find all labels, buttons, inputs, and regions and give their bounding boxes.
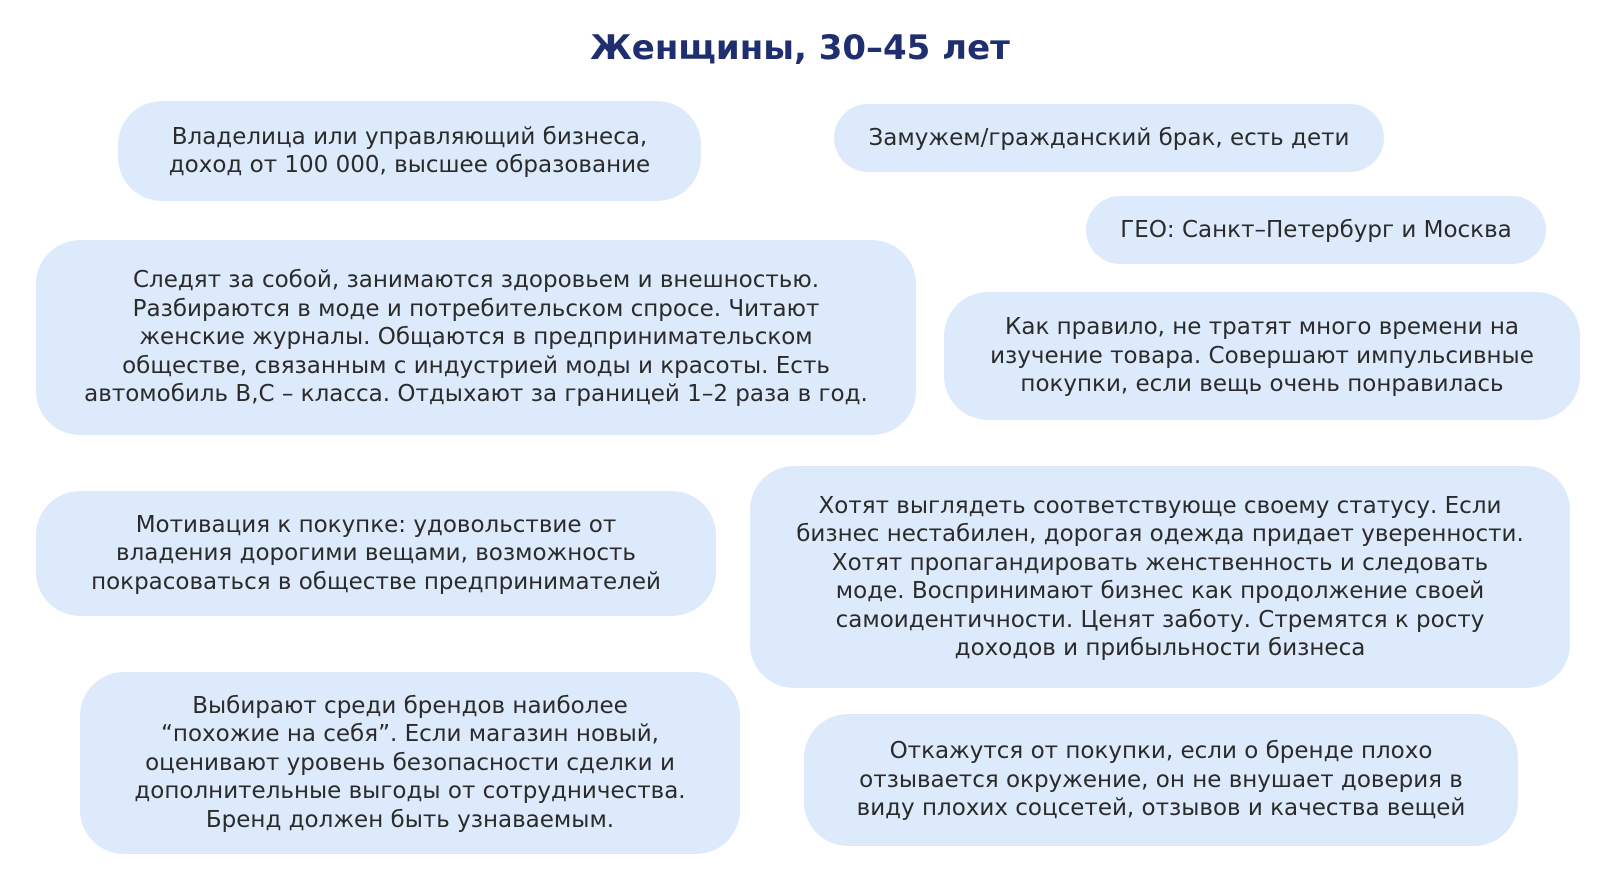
card-brand-choice xyxy=(80,672,740,854)
card-text: Владелица или управляющий бизнеса, доход от 100 000, высшее образование xyxy=(168,123,651,178)
card-motivation xyxy=(36,491,716,616)
card-text: Замужем/гражданский брак, есть дети xyxy=(868,124,1350,151)
card-family-status xyxy=(834,104,1384,172)
card-text: Хотят выглядеть соответствующе своему статусу. Если бизнес нестабилен, дорогая одежда придает уверенности. Хотят пропагандировать женственность и следовать моде. Воспринимают бизнес как продолжение своей самоидентичности. Ценят заботу. Стремятся к росту доходов и прибыльности бизнеса xyxy=(796,492,1524,661)
card-text: ГЕО: Санкт–Петербург и Москва xyxy=(1120,216,1512,243)
card-text: Откажутся от покупки, если о бренде плохо отзывается окружение, он не внушает доверия в виду плохих соцсетей, отзывов и качества вещей xyxy=(856,738,1466,822)
card-buying-behavior xyxy=(944,292,1580,420)
card-text: Мотивация к покупке: удовольствие от владения дорогими вещами, возможность покрасоваться в обществе предпринимателей xyxy=(91,511,661,595)
card-geo xyxy=(1086,196,1546,264)
card-lifestyle xyxy=(36,240,916,435)
card-values xyxy=(750,466,1570,688)
card-refusal-reasons xyxy=(804,714,1518,846)
card-text: Выбирают среди брендов наиболее “похожие на себя”. Если магазин новый, оценивают уровень безопасности сделки и дополнительные выгоды от сотрудничества. Бренд должен быть узнаваемым. xyxy=(134,692,686,833)
card-occupation-income xyxy=(118,101,701,201)
card-text: Следят за собой, занимаются здоровьем и внешностью. Разбираются в моде и потребительском спросе. Читают женские журналы. Общаются в предпринимательском обществе, связанным с индустрией моды и красоты. Есть автомобиль В,С – класса. Отдыхают за границей 1–2 раза в год. xyxy=(84,267,868,408)
page-title: Женщины, 30–45 лет xyxy=(590,28,1010,68)
card-text: Как правило, не тратят много времени на изучение товара. Совершают импульсивные покупки, если вещь очень понравилась xyxy=(990,314,1534,398)
